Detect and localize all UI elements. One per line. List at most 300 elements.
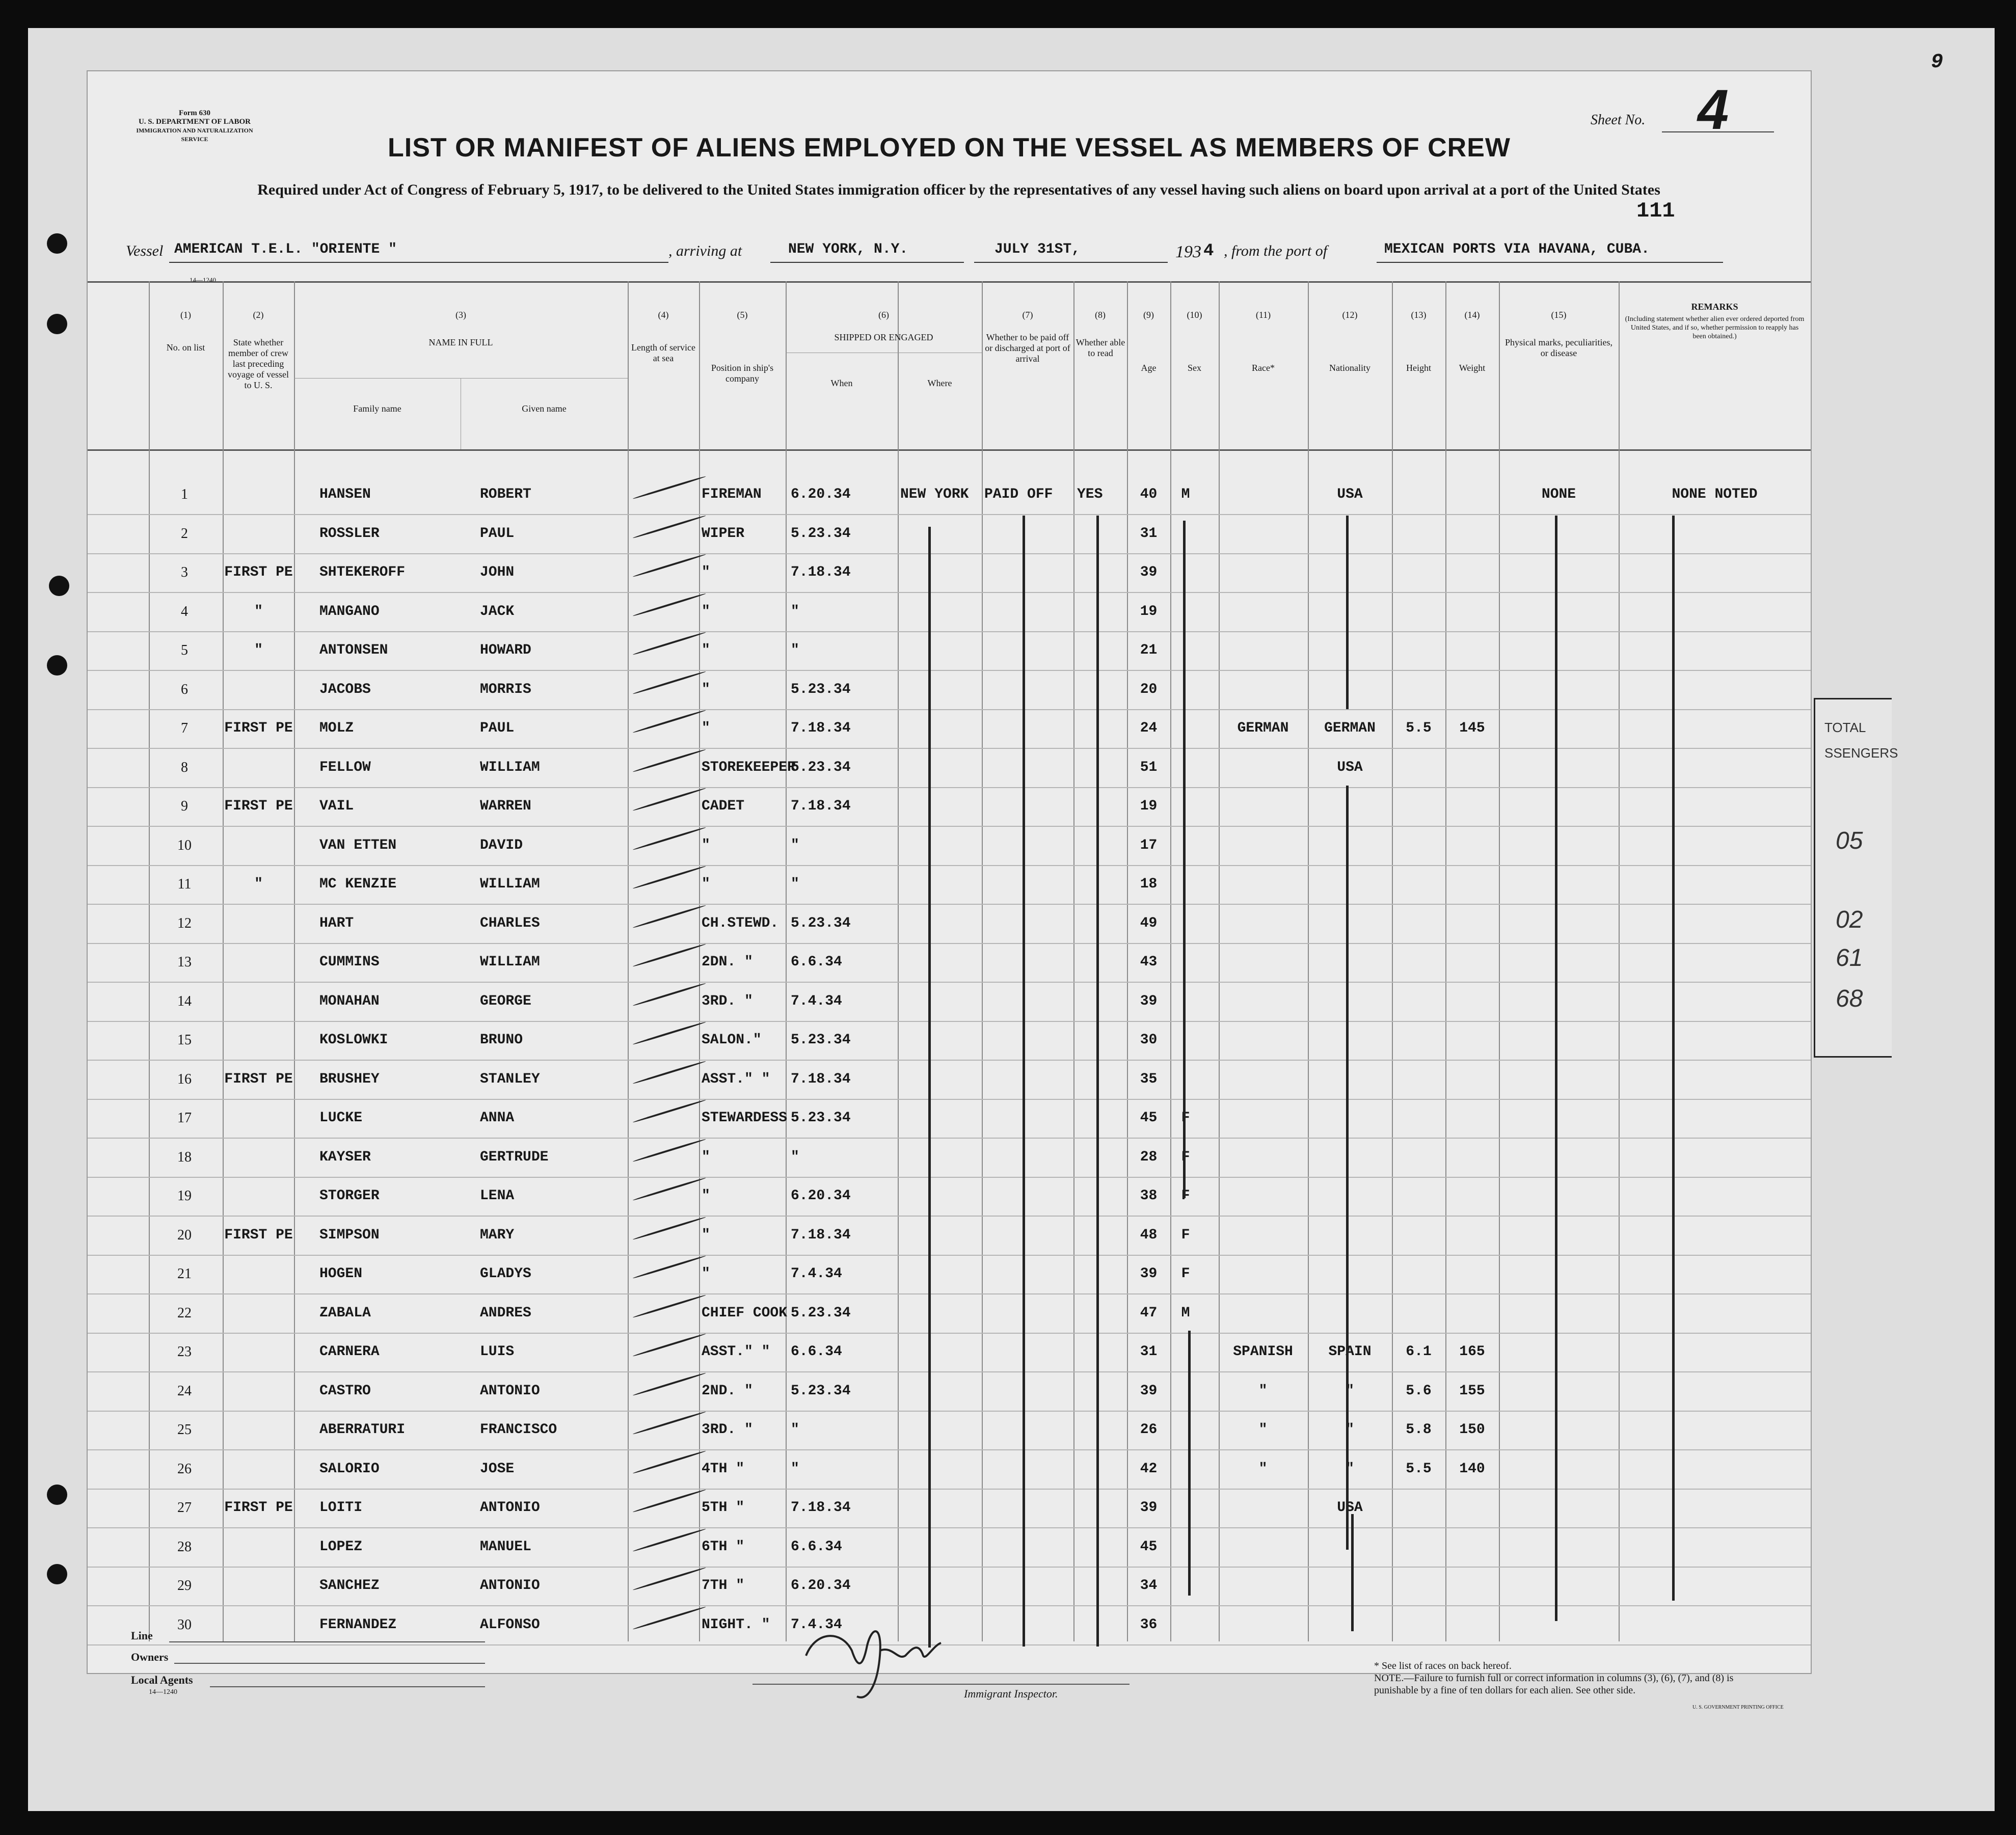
cell-family: KAYSER	[319, 1149, 371, 1165]
cell-position: "	[702, 1188, 710, 1204]
service-tick-mark	[632, 982, 706, 1007]
cell-age: 47	[1140, 1305, 1158, 1321]
cell-position: 6TH "	[702, 1539, 745, 1555]
service-tick-mark	[632, 1528, 706, 1552]
service-tick-mark	[632, 1060, 706, 1085]
cell-position: "	[702, 1149, 710, 1165]
col-num: (6)	[878, 310, 889, 320]
cell-position: "	[702, 720, 710, 736]
cell-when: 7.18.34	[791, 1071, 851, 1087]
service-tick-mark	[632, 748, 706, 773]
binder-hole	[47, 1485, 67, 1505]
service-tick-mark	[632, 1333, 706, 1357]
cell-race: SPANISH	[1233, 1344, 1293, 1360]
cell-family: MC KENZIE	[319, 876, 397, 892]
cell-family: HOGEN	[319, 1266, 363, 1282]
service-tick-mark	[632, 865, 706, 889]
header-bottom-rule	[88, 449, 1811, 451]
row-number: 9	[181, 798, 188, 814]
cell-when: 7.18.34	[791, 720, 851, 736]
cell-family: CUMMINS	[319, 954, 380, 970]
cell-position: "	[702, 1227, 710, 1243]
col-header-when: When	[830, 378, 853, 388]
page-subtitle: Required under Act of Congress of February 5, 1917, to be delivered to the United States immigration officer by the representatives of any vessel having such aliens on board upon arrival at a port of the United States	[257, 181, 1660, 198]
form-number: Form 630	[178, 109, 211, 117]
row-rule	[88, 631, 1811, 632]
row-number: 12	[177, 915, 192, 931]
row-number: 6	[181, 681, 188, 697]
cell-height: 5.5	[1406, 720, 1432, 736]
cell-sex: M	[1181, 1305, 1190, 1321]
row-number: 27	[177, 1500, 192, 1516]
cell-family: LOITI	[319, 1500, 363, 1516]
vessel-label: Vessel	[126, 242, 164, 259]
row-number: 21	[177, 1266, 192, 1282]
row-rule	[88, 514, 1811, 515]
row-rule	[88, 1644, 1811, 1645]
cell-age: 38	[1140, 1188, 1158, 1204]
cell-given: ANTONIO	[480, 1500, 540, 1516]
row-rule	[88, 1255, 1811, 1256]
cell-family: VAN ETTEN	[319, 837, 397, 853]
row-rule	[88, 670, 1811, 671]
col-num: (7)	[1022, 310, 1033, 320]
row-number: 1	[181, 487, 188, 502]
service-tick-mark	[632, 1450, 706, 1474]
cell-sex: M	[1181, 487, 1190, 502]
row-number: 19	[177, 1188, 192, 1204]
vessel-line	[88, 238, 1811, 269]
row-number: 16	[177, 1071, 192, 1087]
tally-value: 68	[1836, 985, 1863, 1012]
cell-given: CHARLES	[480, 915, 540, 931]
ditto-mark	[928, 527, 931, 1648]
cell-sex: F	[1181, 1188, 1190, 1204]
col-num: (8)	[1095, 310, 1106, 320]
cell-nat: USA	[1337, 1500, 1363, 1516]
cell-family: HART	[319, 915, 354, 931]
ditto-mark	[1183, 521, 1186, 1198]
cell-given: JACK	[480, 603, 515, 619]
cell-age: 49	[1140, 915, 1158, 931]
cell-when: 6.20.34	[791, 1188, 851, 1204]
side-tally	[1814, 698, 1898, 1058]
cell-family: LUCKE	[319, 1110, 363, 1126]
cell-prev: FIRST PE	[224, 1071, 293, 1087]
ditto-mark	[1555, 516, 1557, 1621]
cell-given: WILLIAM	[480, 954, 540, 970]
cell-position: 7TH "	[702, 1578, 745, 1594]
cell-given: JOHN	[480, 564, 515, 580]
service-tick-mark	[632, 787, 706, 812]
penalty-note: NOTE.—Failure to furnish full or correct information in columns (3), (6), (7), and (8) is punishable by a fine of ten dollars for each alien. See other side.	[1374, 1672, 1734, 1696]
tally-label: SSENGERS	[1824, 745, 1898, 761]
cell-position: 2DN. "	[702, 954, 753, 970]
row-rule	[88, 1489, 1811, 1490]
cell-age: 21	[1140, 642, 1158, 658]
cell-position: CHIEF COOK	[702, 1305, 788, 1321]
arriving-underline	[770, 262, 964, 263]
cell-age: 39	[1140, 1266, 1158, 1282]
line-label: Line	[131, 1629, 153, 1642]
vessel-underline	[169, 262, 668, 263]
cell-when: "	[791, 1461, 799, 1477]
cell-position: 3RD. "	[702, 1422, 753, 1438]
cell-position: "	[702, 642, 710, 658]
cell-age: 31	[1140, 1344, 1158, 1360]
row-number: 13	[177, 954, 192, 970]
col-header-height: Height	[1406, 363, 1431, 373]
cell-age: 43	[1140, 954, 1158, 970]
cell-prev: FIRST PE	[224, 798, 293, 814]
cell-given: ROBERT	[480, 487, 531, 502]
col-header-race: Race*	[1252, 363, 1275, 373]
inspector-signature	[796, 1595, 949, 1707]
row-number: 22	[177, 1305, 192, 1321]
cell-given: MANUEL	[480, 1539, 531, 1555]
cell-family: FELLOW	[319, 759, 371, 775]
cell-when: "	[791, 642, 799, 658]
cell-given: LENA	[480, 1188, 515, 1204]
cell-prev: "	[254, 876, 263, 892]
cell-position: ASST." "	[702, 1344, 770, 1360]
col-header-nationality: Nationality	[1329, 363, 1370, 373]
cell-age: 35	[1140, 1071, 1158, 1087]
row-number: 24	[177, 1383, 192, 1399]
service-tick-mark	[632, 1411, 706, 1435]
cell-when: 6.20.34	[791, 1578, 851, 1594]
vessel-name: AMERICAN T.E.L. "ORIENTE "	[174, 241, 397, 257]
cell-nat: "	[1346, 1383, 1354, 1399]
from-port: MEXICAN PORTS VIA HAVANA, CUBA.	[1384, 241, 1650, 257]
col-header-position: Position in ship's company	[711, 363, 774, 384]
cell-family: STORGER	[319, 1188, 380, 1204]
service-tick-mark	[632, 553, 706, 578]
cell-age: 40	[1140, 487, 1158, 502]
col-num: (11)	[1255, 310, 1271, 320]
cell-position: "	[702, 837, 710, 853]
cell-given: GEORGE	[480, 993, 531, 1009]
col-header-family-name: Family name	[353, 403, 401, 414]
cell-given: ANTONIO	[480, 1383, 540, 1399]
cell-marks: NONE	[1541, 487, 1576, 502]
row-rule	[88, 748, 1811, 749]
cell-given: ALFONSO	[480, 1616, 540, 1633]
service-tick-mark	[632, 670, 706, 695]
cell-when: 5.23.34	[791, 1305, 851, 1321]
row-rule	[88, 1021, 1811, 1022]
service-tick-mark	[632, 1567, 706, 1591]
cell-race: "	[1258, 1422, 1268, 1438]
cell-family: SIMPSON	[319, 1227, 380, 1243]
cell-family: FERNANDEZ	[319, 1616, 397, 1633]
arrival-date: JULY 31ST,	[994, 241, 1081, 257]
row-rule	[88, 826, 1811, 827]
arriving-label: , arriving at	[668, 242, 742, 259]
cell-weight: 165	[1459, 1344, 1485, 1360]
cell-prev: FIRST PE	[224, 564, 293, 580]
row-number: 26	[177, 1461, 192, 1477]
cell-age: 19	[1140, 798, 1158, 814]
row-rule	[88, 1099, 1811, 1100]
ditto-mark	[1346, 786, 1349, 1550]
service-tick-mark	[632, 1099, 706, 1123]
cell-position: FIREMAN	[702, 487, 762, 502]
binder-hole	[47, 233, 67, 254]
col-header-weight: Weight	[1459, 363, 1486, 373]
row-rule	[88, 1060, 1811, 1061]
cell-age: 28	[1140, 1149, 1158, 1165]
row-number: 20	[177, 1227, 192, 1243]
row-number: 11	[177, 876, 192, 892]
service-tick-mark	[632, 904, 706, 929]
cell-weight: 155	[1459, 1383, 1485, 1399]
row-rule	[88, 865, 1811, 866]
cell-paid: PAID OFF	[984, 487, 1053, 502]
row-number: 2	[181, 525, 188, 542]
cell-family: SHTEKEROFF	[319, 564, 406, 580]
col-header-given-name: Given name	[522, 403, 567, 414]
cell-given: PAUL	[480, 525, 515, 542]
service-tick-mark	[632, 1606, 706, 1630]
binder-hole	[47, 314, 67, 334]
row-number: 10	[177, 837, 192, 853]
row-number: 15	[177, 1032, 192, 1048]
cell-given: JOSE	[480, 1461, 515, 1477]
cell-given: BRUNO	[480, 1032, 523, 1048]
cell-age: 26	[1140, 1422, 1158, 1438]
col-header-age: Age	[1141, 363, 1157, 373]
from-port-label: , from the port of	[1224, 242, 1328, 259]
service-tick-mark	[632, 1138, 706, 1163]
cell-height: 6.1	[1406, 1344, 1432, 1360]
cell-family: VAIL	[319, 798, 354, 814]
row-rule	[88, 1411, 1811, 1412]
cell-when: 5.23.34	[791, 759, 851, 775]
service-tick-mark	[632, 1216, 706, 1240]
agents-code: 14—1240	[149, 1688, 177, 1696]
cell-height: 5.8	[1406, 1422, 1432, 1438]
cell-age: 45	[1140, 1110, 1158, 1126]
cell-prev: FIRST PE	[224, 720, 293, 736]
cell-sex: F	[1181, 1149, 1190, 1165]
binder-hole	[49, 576, 69, 596]
col-num: (3)	[455, 310, 466, 320]
cell-when: 6.6.34	[791, 954, 842, 970]
cell-given: MARY	[480, 1227, 515, 1243]
cell-when: 6.6.34	[791, 1539, 842, 1555]
cell-race: "	[1258, 1461, 1268, 1477]
cell-nat: "	[1346, 1422, 1354, 1438]
service-tick-mark	[632, 1489, 706, 1513]
cell-position: 4TH "	[702, 1461, 745, 1477]
cell-family: BRUSHEY	[319, 1071, 380, 1087]
row-number: 14	[177, 993, 192, 1009]
cell-when: 5.23.34	[791, 1032, 851, 1048]
col-header-shipped: SHIPPED OR ENGAGED	[834, 332, 933, 342]
tally-value: 05	[1836, 827, 1863, 854]
manifest-sheet	[87, 70, 1812, 1710]
cell-weight: 145	[1459, 720, 1485, 736]
cell-age: 24	[1140, 720, 1158, 736]
cell-family: ZABALA	[319, 1305, 371, 1321]
cell-when: 7.18.34	[791, 798, 851, 814]
cell-age: 18	[1140, 876, 1158, 892]
col-num: (10)	[1187, 310, 1202, 320]
col-num: (15)	[1551, 310, 1567, 320]
row-number: 28	[177, 1539, 192, 1555]
row-rule	[88, 1177, 1811, 1178]
cell-age: 45	[1140, 1539, 1158, 1555]
cell-position: WIPER	[702, 525, 745, 542]
row-rule	[88, 592, 1811, 593]
cell-given: HOWARD	[480, 642, 531, 658]
cell-age: 17	[1140, 837, 1158, 853]
service-tick-mark	[632, 1177, 706, 1201]
cell-when: 7.4.34	[791, 993, 842, 1009]
tally-label: TOTAL	[1824, 720, 1866, 735]
cell-when: 5.23.34	[791, 1110, 851, 1126]
cell-when: "	[791, 1422, 799, 1438]
service-tick-mark	[632, 515, 706, 539]
row-number: 29	[177, 1578, 192, 1594]
binder-hole	[47, 1564, 67, 1584]
service-tick-mark	[632, 1255, 706, 1279]
cell-race: GERMAN	[1237, 720, 1289, 736]
crew-table	[88, 281, 1811, 1662]
service-name: IMMIGRATION AND NATURALIZATION SERVICE	[136, 127, 253, 143]
cell-position: "	[702, 681, 710, 697]
date-underline	[974, 262, 1168, 263]
col-num: (2)	[253, 310, 264, 320]
binder-hole	[47, 655, 67, 676]
cell-family: SALORIO	[319, 1461, 380, 1477]
col-header-paid-off: Whether to be paid off or discharged at port of arrival	[985, 332, 1070, 364]
year-suffix: 4	[1203, 241, 1214, 261]
col-num: (5)	[737, 310, 748, 320]
cell-remarks: NONE NOTED	[1672, 487, 1758, 502]
cell-when: "	[791, 837, 799, 853]
row-rule	[88, 1138, 1811, 1139]
col-num: (13)	[1411, 310, 1427, 320]
cell-family: CARNERA	[319, 1344, 380, 1360]
cell-age: 51	[1140, 759, 1158, 775]
row-number: 4	[181, 603, 188, 619]
row-rule	[88, 1449, 1811, 1450]
cell-read: YES	[1077, 487, 1103, 502]
cell-given: ANTONIO	[480, 1578, 540, 1594]
cell-age: 39	[1140, 1500, 1158, 1516]
cell-when: 7.18.34	[791, 564, 851, 580]
sheet-label: Sheet No.	[1591, 112, 1646, 128]
cell-nat: USA	[1337, 759, 1363, 775]
service-tick-mark	[632, 592, 706, 617]
row-rule	[88, 1371, 1811, 1372]
row-rule	[88, 709, 1811, 710]
cell-position: "	[702, 1266, 710, 1282]
cell-given: GLADYS	[480, 1266, 531, 1282]
cell-nat: USA	[1337, 487, 1363, 502]
printer-mark: U. S. GOVERNMENT PRINTING OFFICE	[1692, 1705, 1784, 1710]
cell-family: JACOBS	[319, 681, 371, 697]
col-header-sex: Sex	[1188, 363, 1201, 373]
cell-when: "	[791, 603, 799, 619]
row-rule	[88, 1216, 1811, 1217]
cell-family: CASTRO	[319, 1383, 371, 1399]
cell-when: 7.4.34	[791, 1616, 842, 1633]
cell-given: WARREN	[480, 798, 531, 814]
cell-prev: FIRST PE	[224, 1227, 293, 1243]
col-header-physical-marks: Physical marks, peculiarities, or disease	[1505, 337, 1612, 358]
cell-given: FRANCISCO	[480, 1422, 557, 1438]
cell-height: 5.5	[1406, 1461, 1432, 1477]
ditto-mark	[1672, 516, 1675, 1601]
row-number: 23	[177, 1344, 192, 1360]
year-prefix: 193	[1175, 242, 1201, 261]
cell-prev: "	[254, 603, 263, 619]
col-header-no: No. on list	[166, 342, 205, 353]
row-number: 7	[181, 720, 188, 736]
department-name: U. S. DEPARTMENT OF LABOR	[138, 118, 251, 126]
col-header-remarks-note: (Including statement whether alien ever ordered deported from United States, and if so, whether permission to reapply has been obtained.)	[1625, 315, 1805, 340]
cell-position: STEWARDESS	[702, 1110, 788, 1126]
cell-when: "	[791, 876, 799, 892]
row-number: 25	[177, 1422, 192, 1438]
row-number: 3	[181, 564, 188, 580]
row-number: 5	[181, 642, 188, 658]
row-rule	[88, 1605, 1811, 1606]
cell-when: 7.4.34	[791, 1266, 842, 1282]
ditto-mark	[1188, 1331, 1191, 1596]
cell-when: 5.23.34	[791, 681, 851, 697]
cell-nat: SPAIN	[1328, 1344, 1372, 1360]
cell-age: 20	[1140, 681, 1158, 697]
col-header-read: Whether able to read	[1076, 337, 1125, 358]
form-code: 14—1240	[190, 276, 216, 284]
cell-age: 39	[1140, 993, 1158, 1009]
row-rule	[88, 553, 1811, 554]
cell-when: 7.18.34	[791, 1227, 851, 1243]
row-number: 17	[177, 1110, 192, 1126]
cell-family: HANSEN	[319, 487, 371, 502]
cell-prev: "	[254, 642, 263, 658]
cell-position: "	[702, 876, 710, 892]
cell-given: MORRIS	[480, 681, 531, 697]
col-header-where: Where	[927, 378, 952, 388]
ditto-mark	[1096, 516, 1099, 1647]
cell-age: 31	[1140, 525, 1158, 542]
cell-family: MONAHAN	[319, 993, 380, 1009]
col-header-remarks: REMARKS	[1691, 302, 1738, 312]
row-rule	[88, 1527, 1811, 1528]
reference-number: 111	[1636, 199, 1675, 223]
service-tick-mark	[632, 1021, 706, 1045]
cell-age: 39	[1140, 1383, 1158, 1399]
cell-age: 36	[1140, 1616, 1158, 1633]
cell-age: 42	[1140, 1461, 1158, 1477]
inspector-label: Immigrant Inspector.	[964, 1687, 1058, 1700]
col-header-previous-voyage: State whether member of crew last preceding voyage of vessel to U. S.	[228, 337, 289, 390]
cell-family: SANCHEZ	[319, 1578, 380, 1594]
col-num: (1)	[180, 310, 191, 320]
cell-given: ANDRES	[480, 1305, 531, 1321]
cell-family: ROSSLER	[319, 525, 380, 542]
cell-given: PAUL	[480, 720, 515, 736]
cell-family: MOLZ	[319, 720, 354, 736]
cell-age: 48	[1140, 1227, 1158, 1243]
cell-age: 30	[1140, 1032, 1158, 1048]
row-rule	[88, 943, 1811, 944]
